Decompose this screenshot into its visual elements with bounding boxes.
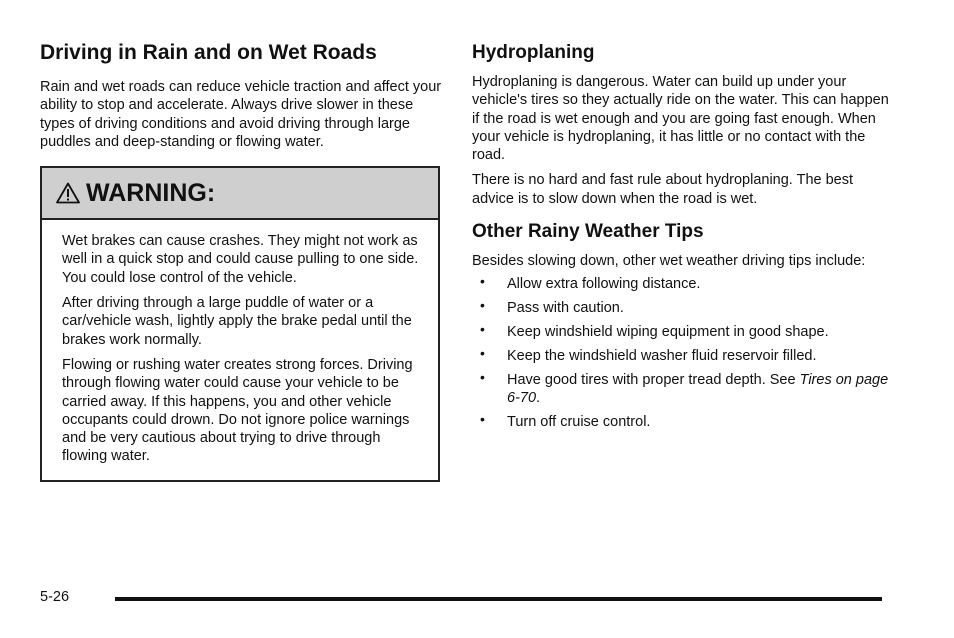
- list-item: • Keep windshield wiping equipment in good shape.: [480, 321, 829, 341]
- bullet-icon: •: [480, 345, 485, 362]
- rainy-tips-list: [472, 273, 892, 431]
- hydroplaning-paragraph: Hydroplaning is dangerous. Water can build up under your vehicle's tires so they actually ride on the water. This can happen if the road is wet enough and you are going fast enough. When your vehicle is hydroplaning, it has little or no contact with the road.: [472, 74, 889, 164]
- list-item: • Pass with caution.: [480, 297, 624, 317]
- list-item: • Have good tires with proper tread depth. See Tires on page 6-70.: [480, 369, 889, 406]
- warning-paragraph: After driving through a large puddle of water or a car/vehicle wash, lightly apply the brake pedal until the brakes work normally.: [62, 295, 412, 348]
- warning-paragraph: Wet brakes can cause crashes. They might not work as well in a quick stop and could cause pulling to one side. You could lose control of the vehicle.: [62, 233, 419, 286]
- right-column: [472, 41, 892, 438]
- warning-header: [42, 168, 438, 220]
- warning-box: [40, 166, 440, 482]
- intro-paragraph: Rain and wet roads can reduce vehicle traction and affect your ability to stop and accelerate. Always drive slower in these types of driving conditions and avoid driving through large puddles and deep-standing or flowing water.: [40, 79, 442, 150]
- warning-body: [42, 220, 438, 480]
- bullet-icon: •: [480, 321, 485, 338]
- bullet-icon: •: [480, 297, 485, 314]
- rainy-tips-intro: Besides slowing down, other wet weather driving tips include:: [472, 253, 866, 270]
- section-heading: Driving in Rain and on Wet Roads: [40, 41, 377, 64]
- warning-paragraph: Flowing or rushing water creates strong forces. Driving through flowing water could cause your vehicle to be carried away. If this happens, you and other vehicle occupants could drown. Do not ignore police warnings and be very cautious about trying to drive through flowing water.: [62, 356, 413, 465]
- footer-divider: [115, 597, 882, 601]
- list-item: • Keep the windshield washer fluid reservoir filled.: [480, 345, 817, 365]
- rainy-tips-heading: Other Rainy Weather Tips: [472, 221, 704, 243]
- bullet-icon: •: [480, 273, 485, 290]
- warning-triangle-icon: [56, 182, 80, 204]
- bullet-icon: •: [480, 410, 485, 427]
- bullet-icon: •: [480, 369, 485, 386]
- list-item: • Allow extra following distance.: [480, 273, 701, 293]
- list-item: • Turn off cruise control.: [480, 410, 651, 430]
- left-column: [40, 40, 442, 482]
- hydroplaning-advice: There is no hard and fast rule about hydroplaning. The best advice is to slow down when the road is wet.: [472, 172, 854, 207]
- tires-page-reference[interactable]: Tires on page 6-70: [507, 372, 889, 406]
- hydroplaning-heading: Hydroplaning: [472, 42, 595, 63]
- page-number: 5-26: [40, 589, 70, 605]
- warning-title: WARNING:: [86, 178, 216, 207]
